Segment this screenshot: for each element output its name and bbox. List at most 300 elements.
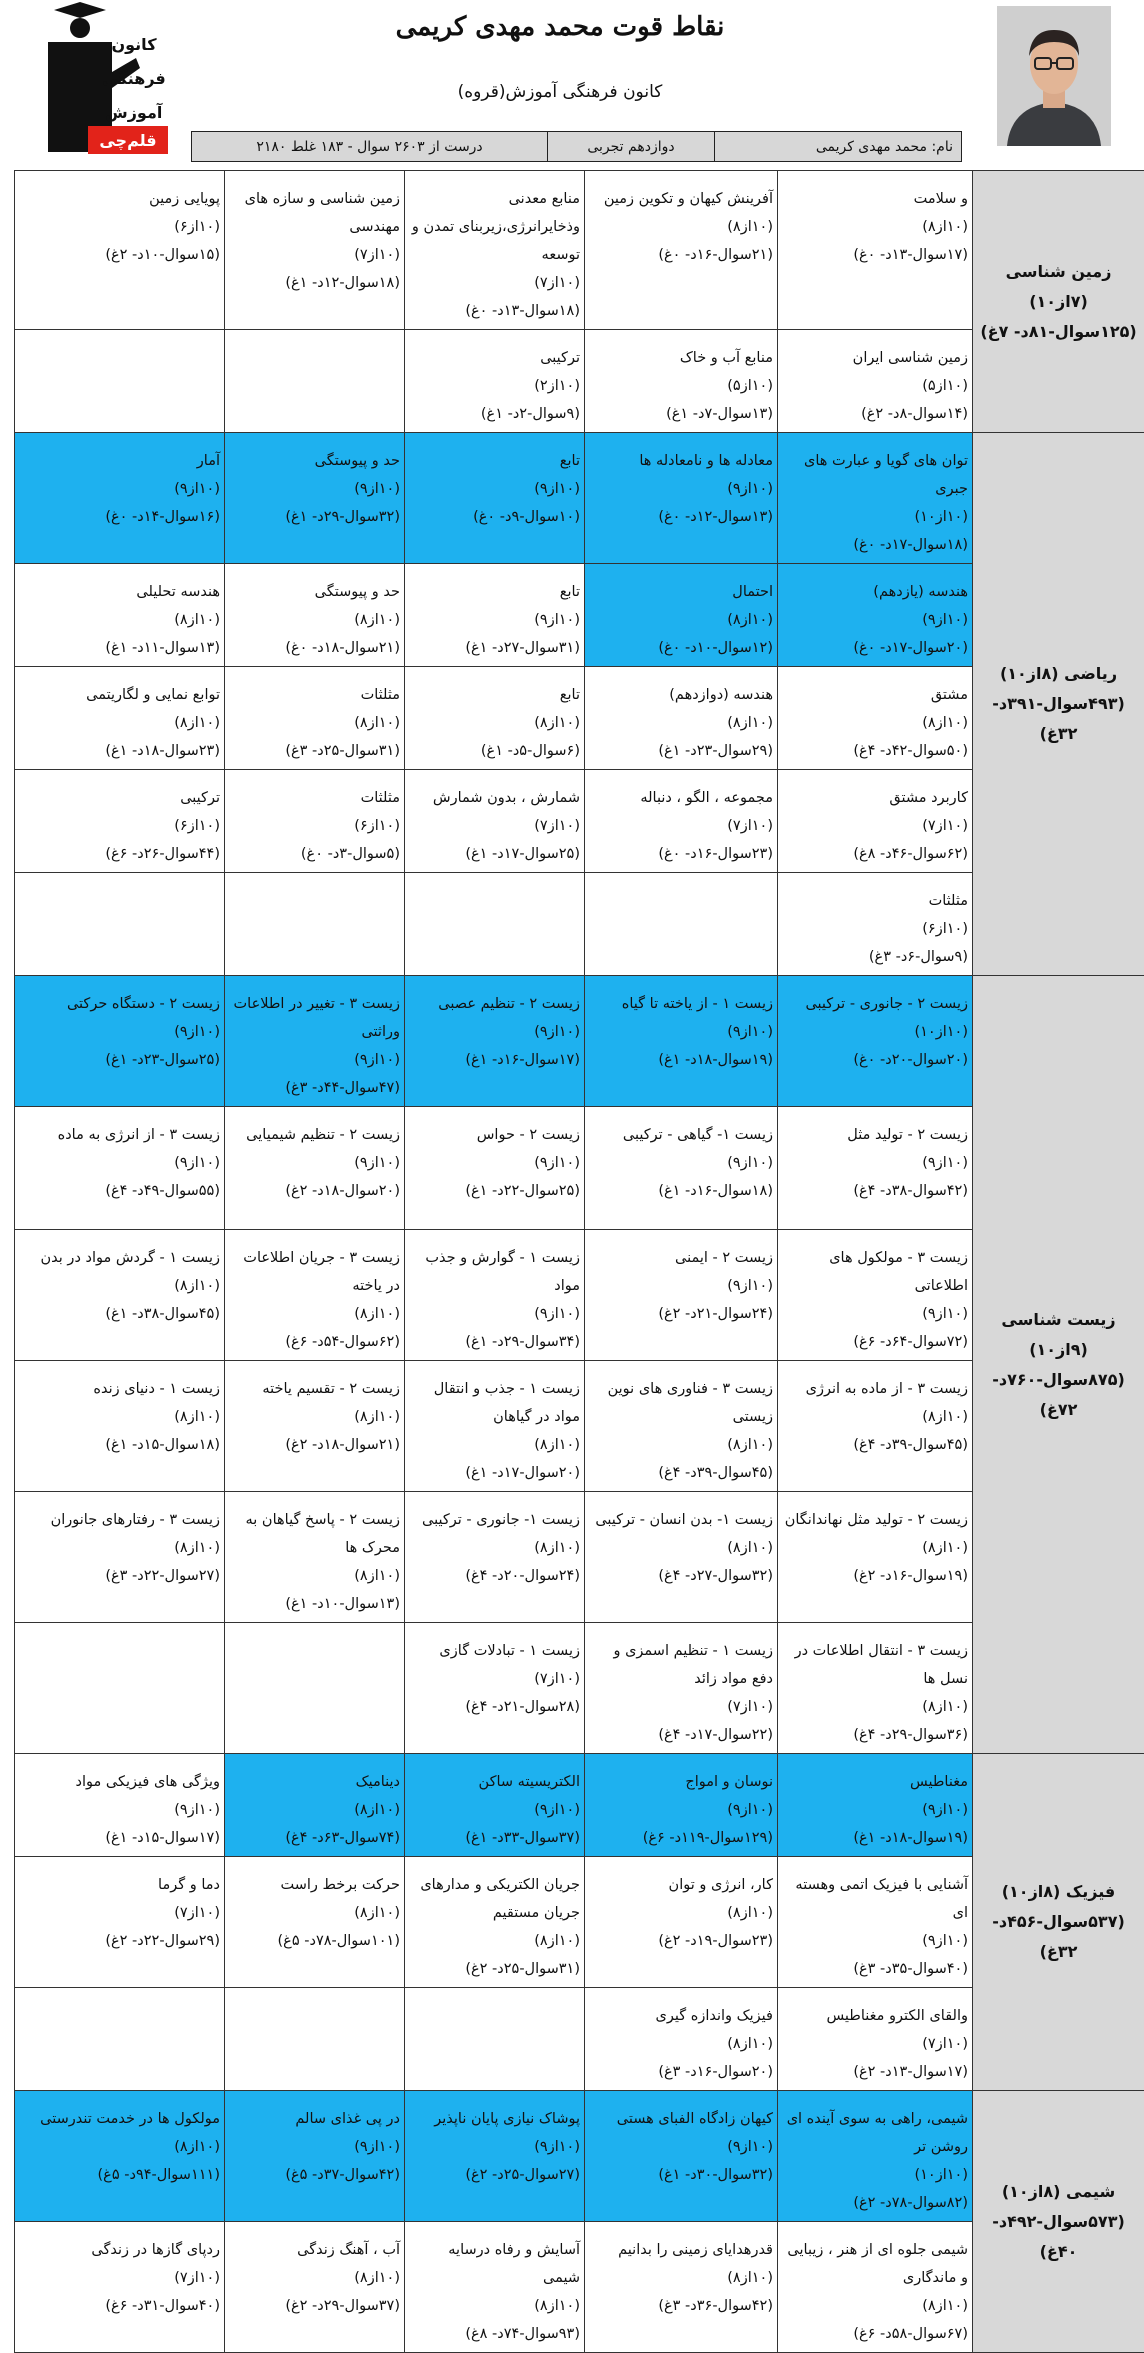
topic-score: (۱۰از۸) [782,1693,968,1721]
topic-detail: (۱۳سوال-۱۰د- ۱غ) [229,1590,400,1618]
topic-score: (۱۰از۸) [229,2264,400,2292]
topic-detail: (۵۵سوال-۴۹د- ۴غ) [19,1177,220,1205]
topic-score: (۱۰از۸) [229,1796,400,1824]
topic-detail: (۱۷سوال-۱۶د- ۱غ) [409,1046,580,1074]
topic-cell [15,1361,225,1492]
topic-cell [405,1857,585,1988]
topic-cell [15,1492,225,1623]
topic-cell [585,976,778,1107]
svg-text:آموزش: آموزش [106,102,163,122]
topic-score: (۱۰از۶) [19,213,220,241]
topic-score: (۱۰از۹) [782,1149,968,1177]
topic-score: (۱۰از۹) [782,606,968,634]
topic-detail: (۲۳سوال-۱۹د- ۲غ) [589,1927,773,1955]
topic-detail: (۵۰سوال-۴۲د- ۴غ) [782,737,968,765]
topic-title: احتمال [589,578,773,606]
report-header [0,0,1144,170]
topic-title: حد و پیوستگی [229,578,400,606]
topic-score: (۱۰از۹) [782,1300,968,1328]
topic-score: (۱۰از۹) [19,1149,220,1177]
topic-cell [778,873,973,976]
svg-text:فرهنگی: فرهنگی [102,69,166,88]
topic-score: (۱۰از۹) [409,2133,580,2161]
subject-name: زمین شناسی (۷از۱۰) [977,257,1140,317]
topic-score: (۱۰از۹) [409,606,580,634]
topic-cell [15,667,225,770]
topic-cell [15,1107,225,1230]
topic-title: زیست ۱- بدن انسان - ترکیبی [589,1506,773,1534]
topic-title: دما و گرما [19,1871,220,1899]
topic-score: (۱۰از۸) [589,1431,773,1459]
topic-detail: (۱۵سوال-۱۰د- ۲غ) [19,241,220,269]
topic-score: (۱۰از۹) [782,1927,968,1955]
topic-cell [585,770,778,873]
topic-detail: (۲۱سوال-۱۸د- ۲غ) [229,1431,400,1459]
topic-cell [405,2091,585,2222]
topic-score: (۱۰از۸) [589,1534,773,1562]
topic-detail: (۲۰سوال-۲۰د- ۰غ) [782,1046,968,1074]
topic-detail: (۲۵سوال-۲۲د- ۱غ) [409,1177,580,1205]
topic-cell [778,2222,973,2353]
topic-detail: (۳۲سوال-۲۷د- ۴غ) [589,1562,773,1590]
topic-title: زیست ۲ - تنظیم شیمیایی [229,1121,400,1149]
topic-score: (۱۰از۹) [589,475,773,503]
topic-cell [585,330,778,433]
topic-detail: (۲۹سوال-۲۲د- ۲غ) [19,1927,220,1955]
topic-title: در پی غذای سالم [229,2105,400,2133]
topic-title: هندسه تحلیلی [19,578,220,606]
topic-cell [405,1623,585,1754]
topic-title: زیست ۲ - تنظیم عصبی [409,990,580,1018]
topic-score: (۱۰از۷) [409,812,580,840]
topic-title: والقای الکترو مغناطیس [782,2002,968,2030]
topic-detail: (۱۸سوال-۱۲د- ۱غ) [229,269,400,297]
topic-detail: (۴۵سوال-۳۹د- ۴غ) [589,1459,773,1487]
topic-title: آب ، آهنگ زندگی [229,2236,400,2264]
topic-detail: (۵سوال-۳د- ۰غ) [229,840,400,868]
topic-score: (۱۰از۹) [589,1272,773,1300]
topic-cell [778,1361,973,1492]
topic-cell [778,1492,973,1623]
topic-score: (۱۰از۶) [229,812,400,840]
topic-detail: (۴۰سوال-۳۵د- ۳غ) [782,1955,968,1983]
topic-cell [225,330,405,433]
topic-detail: (۳۲سوال-۲۹د- ۱غ) [229,503,400,531]
topic-score: (۱۰از۹) [19,1018,220,1046]
topic-score: (۱۰از۸) [589,2264,773,2292]
topic-title: پوشاک نیازی پایان ناپذیر [409,2105,580,2133]
topic-score: (۱۰از۸) [409,2292,580,2320]
topic-detail: (۲۱سوال-۱۸د- ۰غ) [229,634,400,662]
topic-score: (۱۰از۸) [19,1272,220,1300]
topic-cell [225,1230,405,1361]
student-grade: دوازدهم تجربی [547,132,714,161]
topic-cell [778,667,973,770]
topic-detail: (۳۶سوال-۲۹د- ۴غ) [782,1721,968,1749]
topic-title: توابع نمایی و لگاریتمی [19,681,220,709]
topic-detail: (۶۷سوال-۵۸د- ۶غ) [782,2320,968,2348]
student-info-bar [191,131,962,162]
topic-cell [15,1988,225,2091]
topic-title: حد و پیوستگی [229,447,400,475]
topic-score: (۱۰از۵) [589,372,773,400]
topic-cell [15,770,225,873]
topic-cell [778,1857,973,1988]
topic-score: (۱۰از۵) [782,372,968,400]
topic-detail: (۳۱سوال-۲۵د- ۳غ) [229,737,400,765]
topic-cell [405,564,585,667]
topic-cell [225,667,405,770]
topic-detail: (۴۴سوال-۲۶د- ۶غ) [19,840,220,868]
topic-score: (۱۰از۸) [782,709,968,737]
topic-detail: (۲۸سوال-۲۱د- ۴غ) [409,1693,580,1721]
topic-cell [585,1754,778,1857]
topic-title: زیست ۱- گیاهی - ترکیبی [589,1121,773,1149]
topic-detail: (۲۰سوال-۱۶د- ۳غ) [589,2058,773,2086]
topic-title: فیزیک واندازه گیری [589,2002,773,2030]
topic-title: تابع [409,447,580,475]
topic-title: کاربرد مشتق [782,784,968,812]
topic-title: زیست ۳ - تغییر در اطلاعات وراثتی [229,990,400,1046]
topic-cell [225,1492,405,1623]
topic-cell [15,1754,225,1857]
topic-title: زیست ۳ - رفتارهای جانوران [19,1506,220,1534]
student-name: نام: محمد مهدی کریمی [714,132,961,161]
student-photo [997,6,1111,146]
topic-title: زیست ۱ - تبادلات گازی [409,1637,580,1665]
topic-cell [405,1492,585,1623]
portrait-image [997,6,1111,146]
topic-detail: (۲۷سوال-۲۵د- ۲غ) [409,2161,580,2189]
topic-detail: (۳۱سوال-۲۵د- ۲غ) [409,1955,580,1983]
topic-title: زیست ۱- جانوری - ترکیبی [409,1506,580,1534]
subject-cell [973,433,1144,976]
topic-title: منابع آب و خاک [589,344,773,372]
topic-cell [15,330,225,433]
topic-cell [405,171,585,330]
topic-cell [15,2091,225,2222]
table-row [15,171,1144,330]
topic-score: (۱۰از۹) [229,2133,400,2161]
topic-cell [405,667,585,770]
topic-detail: (۳۷سوال-۲۹د- ۲غ) [229,2292,400,2320]
topic-title: مشتق [782,681,968,709]
topic-title: کیهان زادگاه الفبای هستی [589,2105,773,2133]
topic-score: (۱۰از۸) [782,2292,968,2320]
topic-cell [405,976,585,1107]
svg-text:قلم‌چی: قلم‌چی [99,131,156,151]
subject-name: فیزیک (۸از۱۰) [977,1877,1140,1907]
topic-score: (۱۰از۸) [409,1927,580,1955]
topic-title: قدرهدایای زمینی را بدانیم [589,2236,773,2264]
topic-score: (۱۰از۸) [409,1431,580,1459]
topic-title: زیست ۳ - از ماده به انرژی [782,1375,968,1403]
topic-detail: (۱۹سوال-۱۶د- ۲غ) [782,1562,968,1590]
subject-cell [973,2091,1144,2353]
topic-title: تابع [409,578,580,606]
topic-title: زیست ۱ - گردش مواد در بدن [19,1244,220,1272]
table-row [15,433,1144,564]
topic-title: آفرینش کیهان و تکوین زمین [589,185,773,213]
topic-detail: (۹۳سوال-۷۴د- ۸غ) [409,2320,580,2348]
topic-title: زیست ۲ - تولید مثل [782,1121,968,1149]
topic-cell [778,770,973,873]
topic-detail: (۲۱سوال-۱۶د- ۰غ) [589,241,773,269]
topic-detail: (۱۷سوال-۱۳د- ۲غ) [782,2058,968,2086]
topic-cell [405,1754,585,1857]
topic-detail: (۱۷سوال-۱۵د- ۱غ) [19,1824,220,1852]
topic-detail: (۶سوال-۵د- ۱غ) [409,737,580,765]
topic-cell [778,1107,973,1230]
topic-cell [405,1361,585,1492]
subject-name: زیست شناسی (۹از۱۰) [977,1305,1140,1365]
subject-stats: (۵۷۳سوال-۴۹۲د- ۴۰غ) [977,2207,1140,2267]
topic-detail: (۱۰۱سوال-۷۸د- ۵غ) [229,1927,400,1955]
kanoon-logo [40,2,170,162]
topic-cell [585,433,778,564]
topic-score: (۱۰از۸) [589,1899,773,1927]
topic-score: (۱۰از۹) [589,1796,773,1824]
topic-score: (۱۰از۲) [409,372,580,400]
topic-cell [225,433,405,564]
topic-cell [405,2222,585,2353]
topic-detail: (۱۳سوال-۷د- ۱غ) [589,400,773,428]
topic-cell [585,1623,778,1754]
topic-score: (۱۰از۸) [589,213,773,241]
topic-cell [225,1754,405,1857]
subject-stats: (۸۷۵سوال-۷۶۰د- ۷۲غ) [977,1365,1140,1425]
topic-score: (۱۰از۷) [589,1693,773,1721]
topic-cell [585,1988,778,2091]
topic-score: (۱۰از۸) [589,2030,773,2058]
topic-title: زیست ۳ - فناوری های نوین زیستی [589,1375,773,1431]
topic-title: ترکیبی [19,784,220,812]
topic-title: ویژگی های فیزیکی مواد [19,1768,220,1796]
topic-detail: (۴۵سوال-۳۹د- ۴غ) [782,1431,968,1459]
topic-title: زیست ۱ - جذب و انتقال مواد در گیاهان [409,1375,580,1431]
topic-title: پویایی زمین [19,185,220,213]
topic-detail: (۲۹سوال-۲۳د- ۱غ) [589,737,773,765]
topic-detail: (۲۴سوال-۲۱د- ۲غ) [589,1300,773,1328]
topic-cell [15,433,225,564]
topic-score: (۱۰از۱۰) [782,503,968,531]
topic-title: توان های گویا و عبارت های جبری [782,447,968,503]
topic-detail: (۴۲سوال-۳۸د- ۴غ) [782,1177,968,1205]
topic-detail: (۱۹سوال-۱۸د- ۱غ) [589,1046,773,1074]
topic-title: آمار [19,447,220,475]
topic-title: زیست ۲ - دستگاه حرکتی [19,990,220,1018]
topic-detail: (۱۷سوال-۱۳د- ۰غ) [782,241,968,269]
topic-detail: (۲۲سوال-۱۷د- ۴غ) [589,1721,773,1749]
topic-title: ترکیبی [409,344,580,372]
topic-title: منابع معدنی وذخایرانرژی،زیربنای تمدن و توسعه [409,185,580,269]
topic-cell [778,1988,973,2091]
subject-cell [973,171,1144,433]
topic-title: دینامیک [229,1768,400,1796]
topic-score: (۱۰از۸) [229,1300,400,1328]
topic-cell [15,873,225,976]
topic-detail: (۳۴سوال-۲۹د- ۱غ) [409,1328,580,1356]
topic-detail: (۲۵سوال-۲۳د- ۱غ) [19,1046,220,1074]
topic-detail: (۴۲سوال-۳۶د- ۳غ) [589,2292,773,2320]
table-row [15,2091,1144,2222]
topic-detail: (۳۲سوال-۳۰د- ۱غ) [589,2161,773,2189]
topic-cell [15,1230,225,1361]
topic-score: (۱۰از۱۰) [782,2161,968,2189]
topic-score: (۱۰از۷) [409,1665,580,1693]
topic-detail: (۱۳سوال-۱۲د- ۰غ) [589,503,773,531]
topic-title: معادله ها و نامعادله ها [589,447,773,475]
topic-cell [225,1988,405,2091]
topic-detail: (۲۰سوال-۱۸د- ۲غ) [229,1177,400,1205]
table-row [15,976,1144,1107]
topic-title: تابع [409,681,580,709]
topic-title: مغناطیس [782,1768,968,1796]
topic-detail: (۴۰سوال-۳۱د- ۶غ) [19,2292,220,2320]
topic-score: (۱۰از۷) [409,269,580,297]
topic-cell [405,770,585,873]
topic-cell [225,2091,405,2222]
topic-detail: (۲۷سوال-۲۲د- ۳غ) [19,1562,220,1590]
topic-score: (۱۰از۹) [589,2133,773,2161]
topic-detail: (۱۴سوال-۸د- ۲غ) [782,400,968,428]
topic-detail: (۲۰سوال-۱۷د- ۱غ) [409,1459,580,1487]
topic-detail: (۱۲۹سوال-۱۱۹د- ۶غ) [589,1824,773,1852]
topic-title: زیست ۲ - تولید مثل نهاندانگان [782,1506,968,1534]
topic-title: مثلثات [229,681,400,709]
topic-title: مجموعه ، الگو ، دنباله [589,784,773,812]
topic-score: (۱۰از۸) [409,1534,580,1562]
topic-cell [778,976,973,1107]
topic-score: (۱۰از۸) [229,1562,400,1590]
topic-title: زمین شناسی ایران [782,344,968,372]
topic-cell [225,1361,405,1492]
table-row [15,1754,1144,1857]
topic-title: شمارش ، بدون شمارش [409,784,580,812]
topic-cell [778,1754,973,1857]
topic-cell [225,2222,405,2353]
topic-detail: (۲۴سوال-۲۰د- ۴غ) [409,1562,580,1590]
topic-score: (۱۰از۹) [19,475,220,503]
topic-score: (۱۰از۹) [19,1796,220,1824]
topic-cell [15,171,225,330]
strengths-table [14,170,1144,2353]
topic-detail: (۱۱۱سوال-۹۴د- ۵غ) [19,2161,220,2189]
topic-cell [405,1107,585,1230]
topic-cell [585,1492,778,1623]
topic-title: آشنایی با فیزیک اتمی وهسته ای [782,1871,968,1927]
topic-title: مثلثات [782,887,968,915]
topic-title: نوسان و امواج [589,1768,773,1796]
topic-title: شیمی، راهی به سوی آینده ای روشن تر [782,2105,968,2161]
topic-title: مولکول ها در خدمت تندرستی [19,2105,220,2133]
topic-score: (۱۰از۹) [409,475,580,503]
topic-title: جریان الکتریکی و مدارهای جریان مستقیم [409,1871,580,1927]
topic-title: الکتریسیته ساکن [409,1768,580,1796]
topic-score: (۱۰از۸) [782,1534,968,1562]
topic-cell [225,770,405,873]
topic-title: زیست ۱ - تنظیم اسمزی و دفع مواد زائد [589,1637,773,1693]
topic-cell [405,873,585,976]
topic-title: زیست ۳ - جریان اطلاعات در یاخته [229,1244,400,1300]
topic-detail: (۳۱سوال-۲۷د- ۱غ) [409,634,580,662]
topic-title: زیست ۳ - مولکول های اطلاعاتی [782,1244,968,1300]
topic-title: هندسه (دوازدهم) [589,681,773,709]
topic-cell [778,1623,973,1754]
topic-title: زیست ۲ - ایمنی [589,1244,773,1272]
topic-score: (۱۰از۸) [19,1403,220,1431]
topic-title: زیست ۱ - از یاخته تا گیاه [589,990,773,1018]
topic-score: (۱۰از۷) [782,2030,968,2058]
topic-detail: (۱۰سوال-۹د- ۰غ) [409,503,580,531]
topic-score: (۱۰از۸) [589,606,773,634]
topic-cell [778,433,973,564]
topic-score: (۱۰از۷) [19,2264,220,2292]
topic-detail: (۱۸سوال-۱۶د- ۱غ) [589,1177,773,1205]
topic-cell [585,1361,778,1492]
topic-detail: (۷۴سوال-۶۳د- ۴غ) [229,1824,400,1852]
topic-cell [585,1230,778,1361]
topic-title: زیست ۱ - دنیای زنده [19,1375,220,1403]
topic-title: کار، انرژی و توان [589,1871,773,1899]
topic-detail: (۱۶سوال-۱۴د- ۰غ) [19,503,220,531]
subject-stats: (۴۹۳سوال-۳۹۱د- ۳۲غ) [977,689,1140,749]
subject-stats: (۱۲۵سوال-۸۱د- ۷غ) [977,317,1140,347]
topic-cell [225,171,405,330]
topic-cell [15,1623,225,1754]
topic-title: زیست ۲ - پاسخ گیاهان به محرک ها [229,1506,400,1562]
topic-cell [225,1107,405,1230]
topic-title: زیست ۱ - گوارش و جذب مواد [409,1244,580,1300]
topic-detail: (۱۳سوال-۱۱د- ۱غ) [19,634,220,662]
topic-title: زیست ۲ - تقسیم یاخته [229,1375,400,1403]
topic-detail: (۶۲سوال-۵۴د- ۶غ) [229,1328,400,1356]
topic-cell [585,2222,778,2353]
topic-score: (۱۰از۹) [589,1018,773,1046]
subject-stats: (۵۳۷سوال-۴۵۶د- ۳۲غ) [977,1907,1140,1967]
topic-cell [585,667,778,770]
topic-score: (۱۰از۸) [409,709,580,737]
topic-detail: (۱۸سوال-۱۳د- ۰غ) [409,297,580,325]
topic-detail: (۹سوال-۲د- ۱غ) [409,400,580,428]
topic-title: هندسه (یازدهم) [782,578,968,606]
topic-cell [585,2091,778,2222]
page-subtitle: کانون فرهنگی آموزش(قروه) [340,82,780,102]
topic-cell [405,433,585,564]
topic-title: زیست ۲ - حواس [409,1121,580,1149]
subject-cell [973,1754,1144,2091]
topic-score: (۱۰از۷) [229,241,400,269]
topic-score: (۱۰از۸) [19,709,220,737]
topic-cell [778,2091,973,2222]
page-title: نقاط قوت محمد مهدی کریمی [340,12,780,42]
topic-title: مثلثات [229,784,400,812]
svg-text:کانون: کانون [111,35,157,54]
topic-detail: (۴۷سوال-۴۴د- ۳غ) [229,1074,400,1102]
topic-detail: (۱۸سوال-۱۷د- ۰غ) [782,531,968,559]
topic-cell [778,564,973,667]
topic-cell [585,873,778,976]
topic-score: (۱۰از۹) [229,1046,400,1074]
topic-title: زمین شناسی و سازه های مهندسی [229,185,400,241]
topic-score: (۱۰از۶) [782,915,968,943]
topic-cell [15,564,225,667]
topic-title: حرکت برخط راست [229,1871,400,1899]
topic-cell [585,1857,778,1988]
topic-score: (۱۰از۹) [229,475,400,503]
topic-score: (۱۰از۹) [782,1796,968,1824]
topic-score: (۱۰از۹) [589,1149,773,1177]
